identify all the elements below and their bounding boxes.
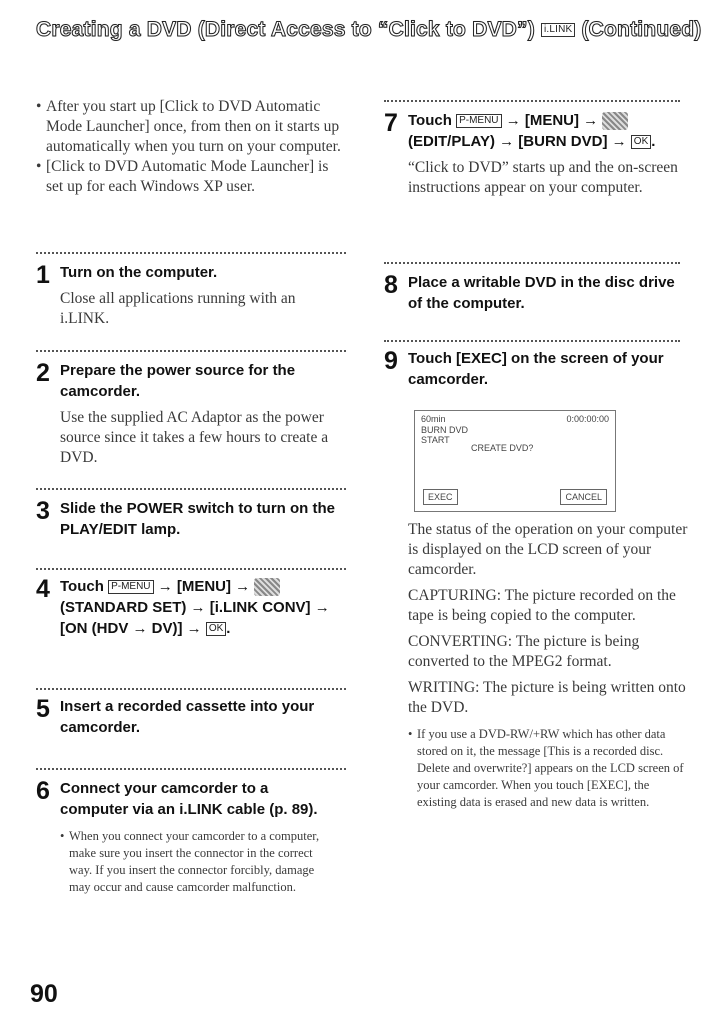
step-3 [36,498,336,540]
step-7 [384,110,680,198]
divider [36,688,346,690]
status-text: The status of the operation on your computer is displayed on the LCD screen of your camcorder. [408,521,688,578]
cancel-button: CANCEL [560,489,607,505]
step-8 [384,272,680,314]
status-text: WRITING: The picture is being written onto the DVD. [408,679,686,716]
battery-remaining: 60min [421,414,446,424]
status-text: CAPTURING: The picture recorded on the tape is being copied to the computer. [408,587,676,624]
divider [384,100,680,102]
divider [36,568,346,570]
step-number: 3 [36,497,50,525]
ok-button: OK [206,622,226,636]
step-5 [36,696,336,738]
step-heading: Place a writable DVD in the disc drive of the computer. [408,274,675,312]
title-suffix: (Continued) [581,18,702,41]
heading-part: → [MENU] → [505,112,599,129]
divider [36,350,346,352]
divider [384,340,680,342]
step-number: 8 [384,271,398,299]
heading-part: Touch [408,112,452,129]
step-heading: Connect your camcorder to a computer via an i.LINK cable (p. 89). [60,780,318,818]
intro-note: • [Click to DVD Automatic Mode Launcher] is set up for each Windows XP user. [36,157,346,197]
lcd-burn-label: BURN DVD [421,425,469,435]
p-menu-button: P-MENU [108,580,153,594]
heading-part: → [MENU] → [157,578,251,595]
step-number: 2 [36,359,50,387]
step-6 [36,778,336,896]
heading-part: (EDIT/PLAY) → [BURN DVD] → [408,133,627,150]
step-number: 4 [36,575,50,603]
step-number: 9 [384,347,398,375]
step-heading: Insert a recorded cassette into your camcorder. [60,698,315,736]
heading-part: . [651,133,656,150]
intro-notes [36,97,346,197]
title-text: Creating a DVD (Direct Access to “Click to DVD”) [36,18,535,41]
step-heading: Turn on the computer. [60,264,218,281]
timecode: 0:00:00:00 [566,414,609,424]
divider [36,488,346,490]
heading-part: (STANDARD SET) → [i.LINK CONV] → [ON (HDV → DV)] → [60,599,330,637]
step-2 [36,360,336,468]
heading-part: . [226,620,231,637]
step-number: 5 [36,695,50,723]
step-1 [36,262,346,329]
status-text: CONVERTING: The picture is being converted to the MPEG2 format. [408,633,640,670]
step-heading: Prepare the power source for the camcorder. [60,362,296,400]
step-heading [60,576,336,639]
ilink-badge: i.LINK [541,23,575,37]
divider [36,768,346,770]
step-number: 1 [36,261,50,289]
status-description [408,520,688,811]
divider [384,262,680,264]
step-number: 7 [384,109,398,137]
step-number: 6 [36,777,50,805]
step-4 [36,576,336,639]
lcd-create-prompt: CREATE DVD? [471,443,534,453]
step-heading [408,110,680,152]
step-heading: Touch [EXEC] on the screen of your camcorder. [408,350,664,388]
step-body: Use the supplied AC Adaptor as the power source since it takes a few hours to create a DVD. [60,409,329,466]
step-9 [384,348,680,390]
exec-button: EXEC [423,489,458,505]
p-menu-button: P-MENU [456,114,501,128]
step-body: Close all applications running with an i.LINK. [60,290,296,327]
page-number: 90 [30,980,58,1008]
step-note: • When you connect your camcorder to a computer, make sure you insert the connector in the correct way. If you insert the connector forcibly, damage may occur and cause camcorder malfunction. [60,828,336,896]
ok-button: OK [631,135,651,149]
status-note: • If you use a DVD-RW/+RW which has other data stored on it, the message [This is a recorded disc. Delete and overwrite?] appears on the LCD screen of your camcorder. When you touch [EXEC], the existing data is erased and new data is written. [408,726,688,811]
standard-set-icon [254,578,280,596]
intro-note: • After you start up [Click to DVD Automatic Mode Launcher] once, from then on it starts up automatically when you turn on your computer. [36,97,346,157]
step-body: “Click to DVD” starts up and the on-screen instructions appear on your computer. [408,159,678,196]
lcd-start-label: START [421,435,450,445]
step-heading: Slide the POWER switch to turn on the PLAY/EDIT lamp. [60,500,336,538]
lcd-screen-illustration [414,410,616,512]
heading-part: Touch [60,578,104,595]
page-title [36,18,702,42]
edit-play-icon [602,112,628,130]
divider [36,252,346,254]
